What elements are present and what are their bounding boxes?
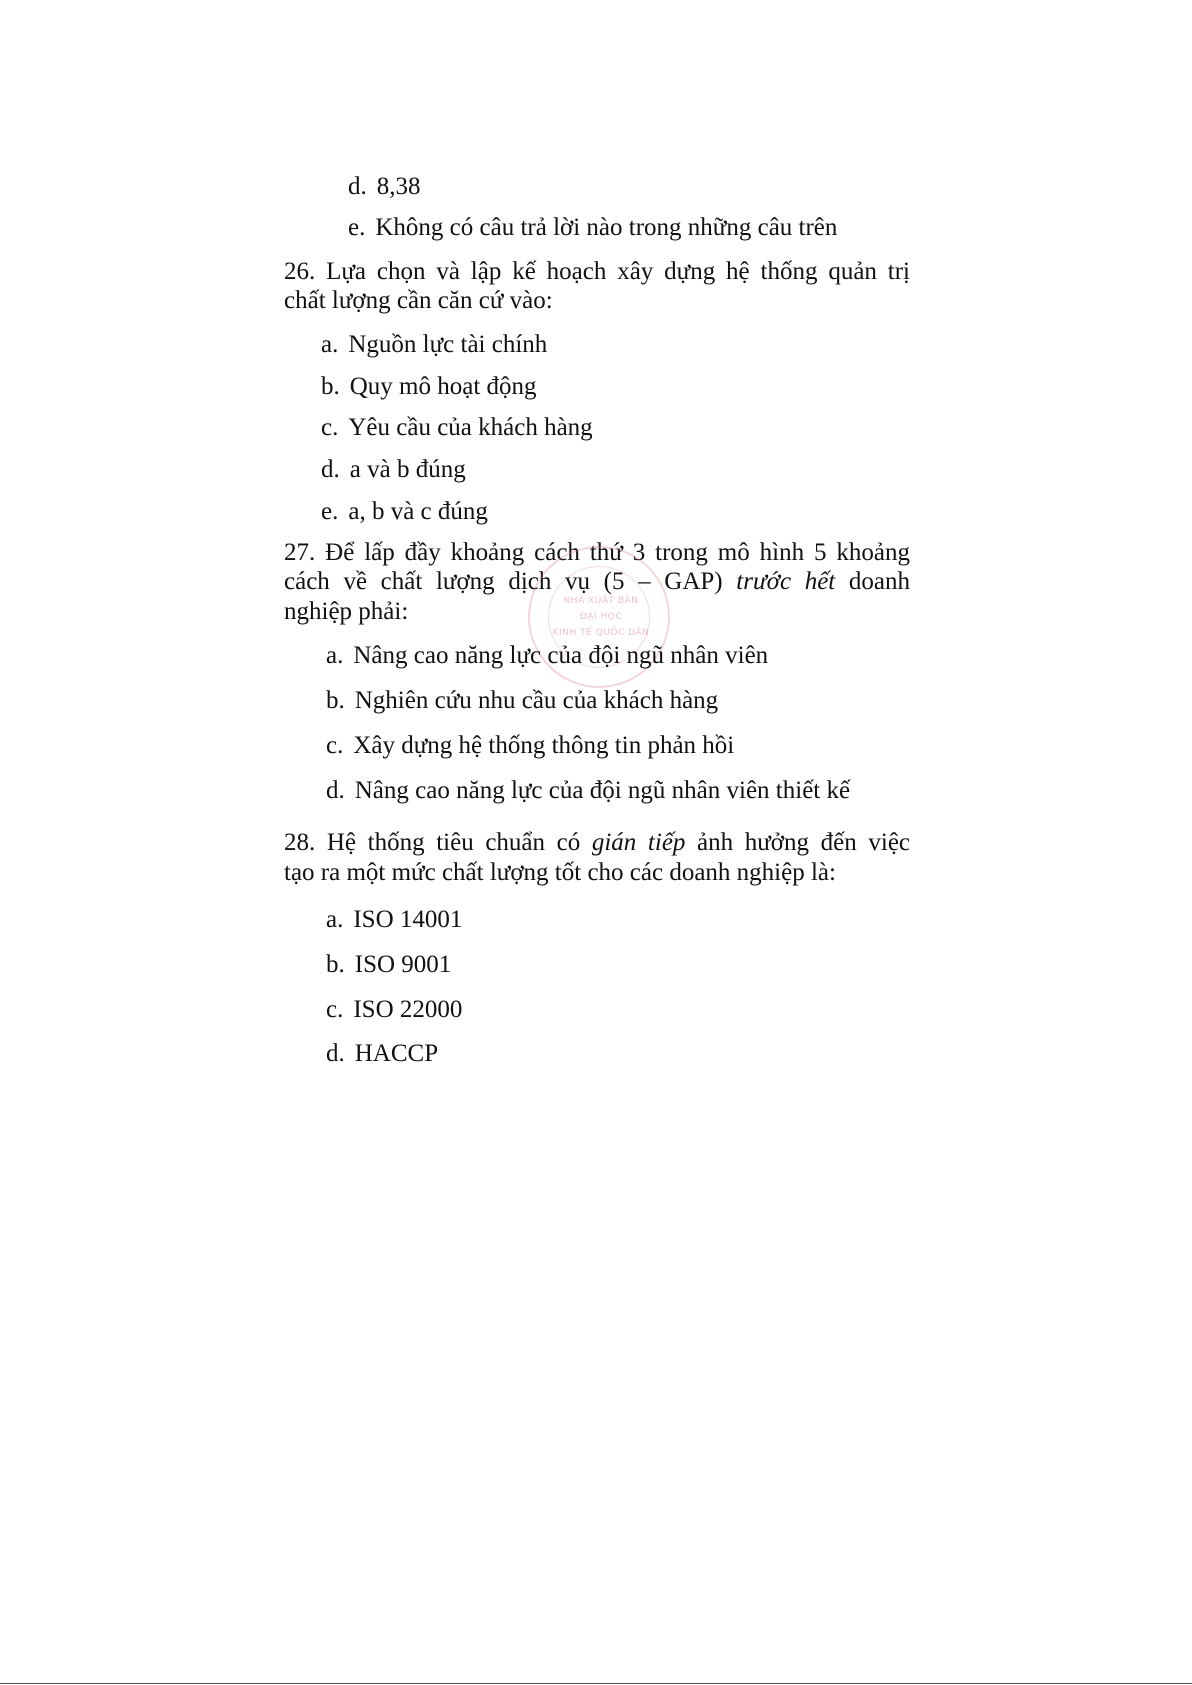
q26-option-a-label: a. — [321, 331, 339, 358]
q28-option-a — [326, 905, 462, 935]
stamp-text-line3: KINH TẾ QUỐC DÂN — [552, 628, 650, 638]
q25-option-e — [348, 213, 837, 243]
q26-option-d-label: d. — [321, 456, 340, 483]
q28-option-c-label: c. — [326, 996, 344, 1023]
q26-option-c-text: Yêu cầu của khách hàng — [348, 414, 593, 441]
q27-option-b-text: Nghiên cứu nhu cầu của khách hàng — [354, 687, 719, 714]
q27-text-line1: 27. Để lấp đầy khoảng cách thứ 3 trong mô hình 5 khoảng — [284, 539, 910, 566]
q27-option-b — [326, 686, 718, 716]
q26-text-line1: 26. Lựa chọn và lập kế hoạch xây dựng hệ thống quản trị — [284, 258, 910, 285]
q27-option-a — [326, 641, 768, 671]
stamp-text-line1: NHÀ XUẤT BẢN — [563, 596, 639, 606]
q25-option-d-label: d. — [348, 173, 367, 200]
q27-option-c-label: c. — [326, 732, 344, 759]
q28-text-line1-pre: 28. Hệ thống tiêu chuẩn có — [284, 829, 592, 856]
stamp-text-line2: ĐẠI HỌC — [579, 612, 623, 622]
q25-option-e-label: e. — [348, 214, 366, 241]
q28-option-d — [326, 1039, 438, 1069]
q26-text-line2: chất lượng cần căn cứ vào: — [284, 287, 553, 314]
q26-option-b-text: Quy mô hoạt động — [349, 373, 537, 400]
q28-option-b — [326, 950, 451, 980]
q26-option-e-label: e. — [321, 498, 339, 525]
q27-text-line2-pre: cách về chất lượng dịch vụ (5 – GAP) — [284, 568, 737, 595]
q26-option-b-label: b. — [321, 373, 340, 400]
q28-option-b-text: ISO 9001 — [354, 951, 452, 978]
q27-option-b-label: b. — [326, 687, 345, 714]
q28-text-line1 — [284, 828, 910, 858]
q27-emphasis: trước hết — [736, 568, 836, 595]
q26-option-a-text: Nguồn lực tài chính — [348, 331, 548, 358]
q26-option-c-label: c. — [321, 414, 339, 441]
q26-option-c — [321, 413, 593, 443]
q27-option-d — [326, 776, 850, 806]
q26-option-d — [321, 455, 466, 485]
q26-option-b — [321, 372, 537, 402]
q28-option-b-label: b. — [326, 951, 345, 978]
q27-option-c-text: Xây dựng hệ thống thông tin phản hồi — [353, 732, 735, 759]
q26-option-a — [321, 330, 547, 360]
q27-text-line3: nghiệp phải: — [284, 598, 409, 625]
page-bottom-rule — [0, 1683, 1192, 1684]
q25-option-d-text: 8,38 — [376, 173, 421, 200]
q26-option-e — [321, 497, 488, 527]
q28-option-d-label: d. — [326, 1040, 345, 1067]
q27-text-line2-post: doanh — [835, 568, 910, 595]
q27-option-d-label: d. — [326, 777, 345, 804]
q28-option-a-label: a. — [326, 906, 344, 933]
q27-option-c — [326, 731, 734, 761]
q27-option-a-label: a. — [326, 642, 344, 669]
q28-option-d-text: HACCP — [354, 1040, 439, 1067]
q28-emphasis: gián tiếp — [591, 829, 686, 856]
q27-option-d-text: Nâng cao năng lực của đội ngũ nhân viên thiết kế — [354, 777, 851, 804]
q26-option-d-text: a và b đúng — [349, 456, 466, 483]
q25-option-d — [348, 172, 421, 202]
q28-text-line2: tạo ra một mức chất lượng tốt cho các doanh nghiệp là: — [284, 859, 836, 886]
q25-option-e-text: Không có câu trả lời nào trong những câu trên — [375, 214, 838, 241]
q28-text-line1-post: ảnh hưởng đến việc — [685, 829, 911, 856]
q26-option-e-text: a, b và c đúng — [348, 498, 488, 525]
q28-option-a-text: ISO 14001 — [353, 906, 463, 933]
q28-option-c — [326, 995, 462, 1025]
q27-option-a-text: Nâng cao năng lực của đội ngũ nhân viên — [353, 642, 769, 669]
q28-option-c-text: ISO 22000 — [353, 996, 463, 1023]
